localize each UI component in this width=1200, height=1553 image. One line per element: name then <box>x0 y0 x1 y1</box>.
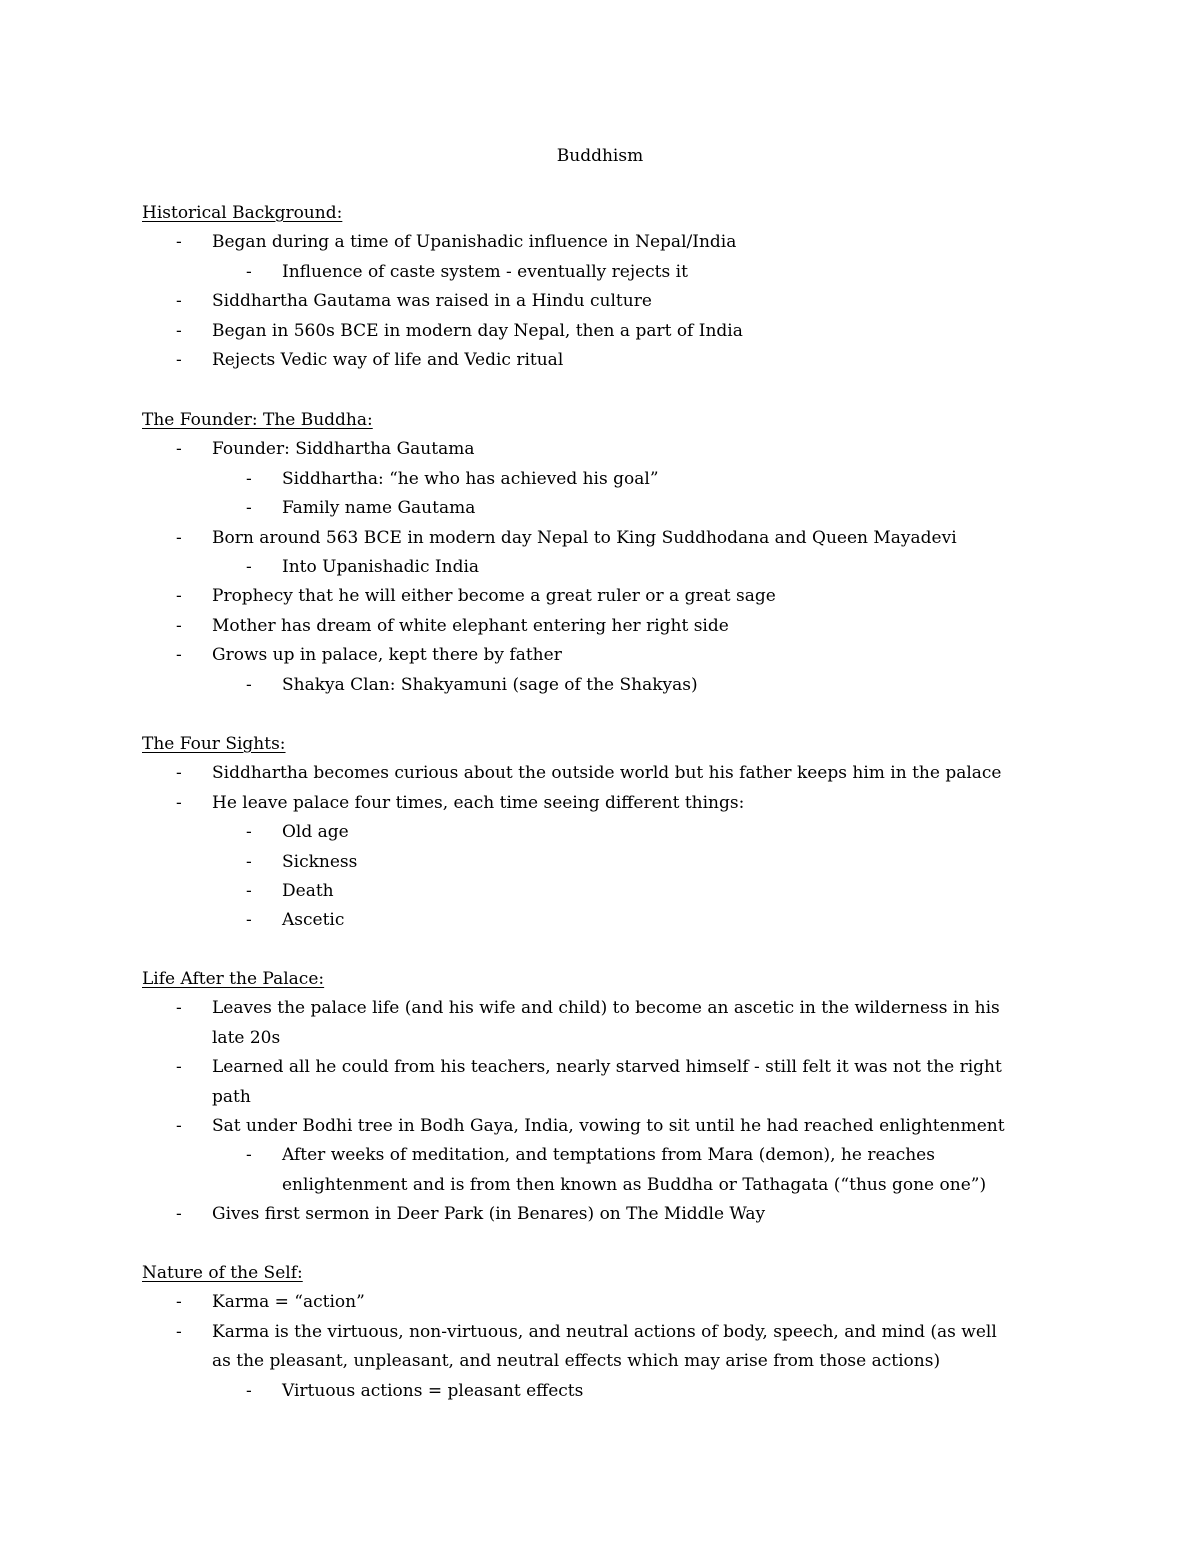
bullet-text: Began during a time of Upanishadic influence in Nepal/India <box>212 232 737 253</box>
bullet-text: Siddhartha Gautama was raised in a Hindu culture <box>212 291 652 312</box>
section-heading: Historical Background: <box>142 203 343 223</box>
dash-bullet-icon: - <box>246 498 252 519</box>
section-heading: The Four Sights: <box>142 734 286 754</box>
bullet-text: Karma is the virtuous, non-virtuous, and neutral actions of body, speech, and mind (as well <box>212 1321 997 1342</box>
dash-bullet-icon: - <box>176 1292 182 1313</box>
dash-bullet-icon: - <box>176 291 182 312</box>
bullet-text: Rejects Vedic way of life and Vedic ritual <box>212 350 564 370</box>
bullet-text: Death <box>282 881 334 901</box>
bullet-text: Learned all he could from his teachers, nearly starved himself - still felt it was not the right <box>212 1057 1002 1078</box>
bullet-text: Born around 563 BCE in modern day Nepal to King Suddhodana and Queen Mayadevi <box>212 527 957 548</box>
bullet-text-continuation: as the pleasant, unpleasant, and neutral effects which may arise from those actions) <box>212 1351 941 1372</box>
dash-bullet-icon: - <box>246 261 252 282</box>
dash-bullet-icon: - <box>246 468 252 489</box>
dash-bullet-icon: - <box>176 1057 182 1078</box>
bullet-text: Began in 560s BCE in modern day Nepal, then a part of India <box>212 320 743 341</box>
bullet-text: Grows up in palace, kept there by father <box>212 645 562 666</box>
bullet-text: Founder: Siddhartha Gautama <box>212 439 475 460</box>
dash-bullet-icon: - <box>176 1321 182 1342</box>
dash-bullet-icon: - <box>176 615 182 636</box>
section-heading: Nature of the Self: <box>142 1263 303 1283</box>
dash-bullet-icon: - <box>176 527 182 548</box>
bullet-text: Influence of caste system - eventually rejects it <box>282 261 688 282</box>
bullet-text: Mother has dream of white elephant entering her right side <box>212 615 729 636</box>
dash-bullet-icon: - <box>176 439 182 460</box>
bullet-text: Siddhartha: “he who has achieved his goal” <box>282 468 659 489</box>
bullet-text: Sickness <box>282 851 358 872</box>
dash-bullet-icon: - <box>176 320 182 341</box>
bullet-text: Siddhartha becomes curious about the outside world but his father keeps him in the palace <box>212 763 1002 784</box>
bullet-text-continuation: path <box>212 1086 251 1107</box>
bullet-text: Old age <box>282 822 349 843</box>
dash-bullet-icon: - <box>246 910 252 931</box>
dash-bullet-icon: - <box>176 763 182 784</box>
bullet-text-continuation: enlightenment and is from then known as Buddha or Tathagata (“thus gone one”) <box>282 1174 987 1195</box>
dash-bullet-icon: - <box>246 881 252 901</box>
dash-bullet-icon: - <box>176 350 182 370</box>
bullet-text: Ascetic <box>282 910 345 931</box>
dash-bullet-icon: - <box>246 557 252 577</box>
dash-bullet-icon: - <box>176 232 182 253</box>
bullet-text: Gives first sermon in Deer Park (in Benares) on The Middle Way <box>212 1204 766 1225</box>
dash-bullet-icon: - <box>246 1145 252 1166</box>
bullet-text: He leave palace four times, each time seeing different things: <box>212 792 745 813</box>
dash-bullet-icon: - <box>176 645 182 666</box>
bullet-text: Virtuous actions = pleasant effects <box>282 1380 584 1401</box>
dash-bullet-icon: - <box>246 851 252 872</box>
bullet-text: After weeks of meditation, and temptations from Mara (demon), he reaches <box>282 1145 935 1166</box>
dash-bullet-icon: - <box>176 586 182 607</box>
dash-bullet-icon: - <box>176 1116 182 1136</box>
dash-bullet-icon: - <box>246 822 252 843</box>
bullet-text: Sat under Bodhi tree in Bodh Gaya, India, vowing to sit until he had reached enlightenment <box>212 1116 1005 1136</box>
page-title: Buddhism <box>556 146 644 166</box>
section-heading: The Founder: The Buddha: <box>142 410 373 430</box>
bullet-text: Prophecy that he will either become a great ruler or a great sage <box>212 586 776 607</box>
bullet-text: Into Upanishadic India <box>282 557 480 577</box>
dash-bullet-icon: - <box>246 1380 252 1401</box>
bullet-text: Family name Gautama <box>282 498 476 519</box>
section-heading: Life After the Palace: <box>142 969 325 989</box>
bullet-text: Shakya Clan: Shakyamuni (sage of the Shakyas) <box>282 674 698 695</box>
dash-bullet-icon: - <box>176 792 182 813</box>
bullet-text-continuation: late 20s <box>212 1027 281 1048</box>
dash-bullet-icon: - <box>176 1204 182 1225</box>
dash-bullet-icon: - <box>176 998 182 1019</box>
bullet-text: Leaves the palace life (and his wife and child) to become an ascetic in the wilderness in his <box>212 998 1000 1019</box>
dash-bullet-icon: - <box>246 674 252 695</box>
bullet-text: Karma = “action” <box>212 1292 365 1313</box>
